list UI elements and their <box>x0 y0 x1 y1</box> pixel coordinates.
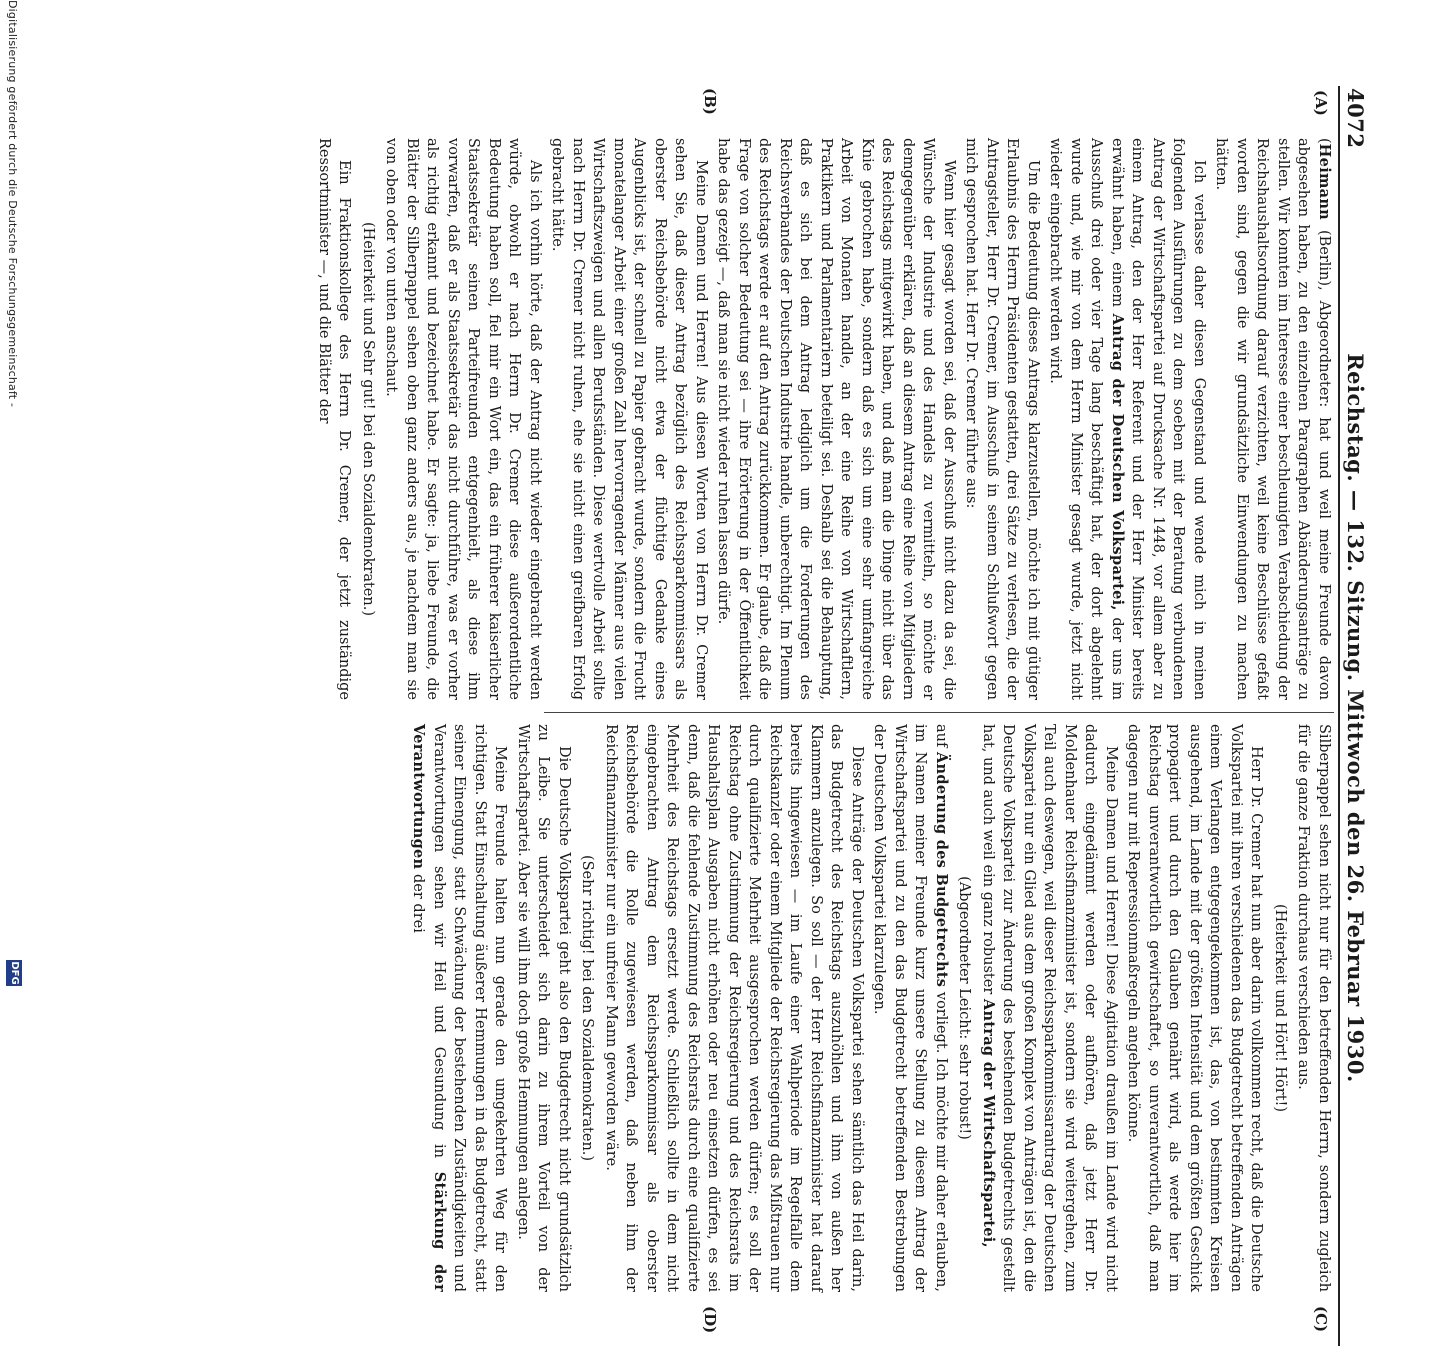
speaker-name: Heimann <box>1316 143 1333 221</box>
page-number: 4072 <box>1343 88 1368 149</box>
margin-marker-b: (B) <box>701 88 719 115</box>
paragraph <box>869 724 951 1292</box>
paragraph: Ein Fraktionskollege des Herrn Dr. Cremer, der jetzt zuständige Ressortminister —, und die Blätter der <box>316 138 353 700</box>
paragraph-text: Ich verlasse daher diesen Gegenstand und wende mich in meinen folgenden Ausführungen zu dem soeben mit der Beratung verbundenen Antrag der Wirtschaftspartei auf Drucksache Nr. 1448, vor allem aber zu einem Antrag, den der Herr Referent und der Herr Minister bereits erwähnt haben, einem <box>1109 138 1207 700</box>
page-header <box>1338 88 1372 1348</box>
paragraph: Als ich vorhin hörte, daß der Antrag nicht wieder eingebracht werden würde, obwohl er nach Herrn Dr. Cremer diese außerordentliche Bedeutung haben soll, fiel mir ein Wort ein, das ein früherer kaiserlicher Staatssekretär seinen Parteifreunden entgegenhielt, als diese ihm vorwarfen, daß er als Staatssekretär das nicht durchführe, was er vorher als richtig erkannt und bezeichnet habe. Er sagte: ja, liebe Freunde, die Blätter der Silberpappel sehen oben ganz anders aus, je nachdem man sie von oben oder von unten anschaut. <box>383 138 543 700</box>
interjection: (Sehr richtig! bei den Sozialdemokraten.) <box>579 854 596 1162</box>
paragraph-text: (Berlin), Abgeordneter: hat und weil meine Freunde davon abgesehen haben, zu den einzelnen Paragraphen Abänderungsanträge zu stellen. Wir konnten im Interesse einer beschleunigten Verabschiedung der Reichshaushaltsordnung darauf verzichten, weil keine Beschlüsse gefaßt worden sind, gegen die wir grundsätzliche Einwendungen zu machen hätten. <box>1213 138 1332 700</box>
paragraph: Um die Bedeutung dieses Antrags klarzustellen, möchte ich mit gütiger Erlaubnis des Herrn Präsidenten gestatten, drei Sätze zu verlesen, die der Antragsteller, Herr Dr. Cremer, im Ausschuß in seinem Schlußwort gegen mich gesprochen hat. Herr Dr. Cremer führte aus: <box>963 138 1041 700</box>
paragraph: (Heimann (Berlin), Abgeordneter: hat und weil meine Freunde davon abgesehen haben, zu den einzelnen Paragraphen Abänderungsanträge zu stellen. Wir konnten im Interesse einer beschleunigten Verabschiedung der Reichshaushaltsordnung darauf verzichten, weil keine Beschlüsse gefaßt worden sind, gegen die wir grundsätzliche Einwendungen zu machen hätten. <box>1213 138 1333 700</box>
paragraph-text: Meine Damen und Herren! Diese Agitation draußen im Lande wird nicht dadurch eingedämmt werden oder aufhören, daß jetzt Herr Dr. Moldenhauer Reichsfinanzminister ist, sondern sie wird weitergehen, zum Teil auch deswegen, weil dieser Reichssparkommissarantrag der Deutschen Volkspartei nur ein Glied aus dem großen Komplex von Anträgen ist, den die Deutsche Volkspartei zur Änderung des bestehenden Budgetrechts gestellt hat, und auch weil ein ganz robuster <box>980 724 1119 1292</box>
left-column <box>316 138 1334 700</box>
paragraph-text: der uns im Ausschuß drei oder vier Tage lang beschäftigt hat, der dort abgelehnt wurde und, wie mir von dem Herrn Minister gesagt wurde, jetzt nicht wieder eingebracht werden wird. <box>1047 138 1125 700</box>
margin-marker-a: (A) <box>1312 90 1330 116</box>
paragraph: Diese Anträge der Deutschen Volkspartei sehen sämtlich das Heil darin, das Budgetrecht des Reichstags auszuhöhlen und ihm von außen her Klammern anzulegen. So soll — der Herr Reichsfinanzminister hat darauf bereits hingewiesen — im Laufe einer Wahlperiode im Regelfalle dem Reichskanzler oder einem Mitgliede der Reichsregierung das Mißtrauen nur durch qualifizierte Mehrheit ausgesprochen werden dürfen; es soll der Reichstag ohne Zustimmung der Reichsregierung und des Reichsrats im Haushaltsplan Ausgaben nicht erhöhen oder neu einsetzen dürfen, es sei denn, daß die fehlende Zustimmung des Reichsrats durch eine qualifizierte Mehrheit des Reichstags ersetzt werde. Schließlich sollte in dem nicht eingebrachten Antrag dem Reichssparkommissar als oberster Reichsbehörde die Rolle zugewiesen werden, daß neben ihm der Reichsfinanzminister nur ein unfreier Mann geworden wäre. <box>603 724 865 1292</box>
header-rule <box>1338 86 1340 1346</box>
dfg-logo: DFG <box>6 960 22 986</box>
paragraph-text: der drei <box>410 874 427 933</box>
page-title: Reichstag. — 132. Sitzung. Mittwoch den 26. Februar 1930. <box>1343 353 1368 1083</box>
paragraph-text: vorliegt. Ich möchte mir daher erlauben, im Namen meiner Freunde kurz unsere Stellung zu diesem Antrag der Wirtschaftspartei und zu den das Budgetrecht betreffenden Bestrebungen der Deutschen Volkspartei klarzulegen. <box>871 724 949 1292</box>
paragraph <box>978 724 1122 1292</box>
footer-text: Digitalisierung gefördert durch die Deutsche Forschungsgemeinschaft - <box>6 0 19 408</box>
digitization-footer <box>1 0 31 1000</box>
bold-term: Antrag der Deutschen Volkspartei, <box>1109 313 1126 611</box>
paragraph-text: auf <box>933 724 949 748</box>
bold-term: Stärkung der Verantwortungen <box>410 724 448 1293</box>
right-column <box>410 724 1334 1293</box>
bold-term: Änderung des Budgetrechts <box>933 751 950 988</box>
column-divider <box>544 712 1334 713</box>
paragraph: Herr Dr. Cremer hat nun aber darin vollkommen recht, daß die Deutsche Volkspartei mit ihren verschiedenen das Budgetrecht betreffenden Anträgen einem Verlangen entgegengekommen ist, das, von bestimmten Kreisen ausgehend, im Lande mit der größten Intensität und dem größten Geschick propagiert und durch den Glauben genährt wird, als werde hier im Reichstag unverantwortlich gewirtschaftet, so unverantwortlich, daß man dagegen nur mit Reperessionmaßregeln angehen könne. <box>1125 724 1265 1292</box>
interjection: (Heiterkeit und Sehr gut! bei den Sozialdemokraten.) <box>360 221 376 616</box>
paragraph <box>1045 138 1209 700</box>
margin-marker-d: (D) <box>701 1306 719 1334</box>
paragraph: Meine Damen und Herren! Aus diesen Worten von Herrn Dr. Cremer sehen Sie, daß dieser Antrag bezüglich des Reichssparkommissars als oberster Reichsbehörde nicht etwa der flüchtige Gedanke eines Augenblicks ist, der schnell zu Papier gebracht wurde, sondern die Frucht monatelanger Arbeit einer großen Zahl hervorragender Männer aus vielen Wirtschaftszweigen und allen Berufsständen. Diese wertvolle Arbeit sollte nach Herrn Dr. Cremer nicht ruhen, ehe sie nicht einen greifbaren Erfolg gebracht hätte. <box>549 138 709 700</box>
paragraph <box>408 724 511 1292</box>
margin-marker-c: (C) <box>1312 1306 1330 1333</box>
bold-term: Antrag der Wirtschaftspartei, <box>980 998 997 1248</box>
interjection: (Heiterkeit und Hört! Hört!) <box>1272 903 1288 1113</box>
paragraph: Silberpappel sehen nicht nur für den betreffenden Herrn, sondern zugleich für die ganze Fraktion durchaus verschieden aus. <box>1295 724 1332 1292</box>
quoted-paragraph: Wenn hier gesagt worden sei, daß der Ausschuß nicht dazu da sei, die Wünsche der Industrie und des Handels zu vermitteln, so möchte er demgegenüber erklären, daß an diesem Antrag eine Reihe von Mitgliedern des Reichstags mitgewirkt haben, und daß man die Dinge nicht über das Knie gebrochen habe, sondern daß es sich um eine sehr umfangreiche Arbeit von Monaten handle, an der eine Reihe von Wirtschaftlern, Praktikern und Parlamentariern beteiligt sei. Deshalb sei die Behauptung, daß es sich bei dem Antrag lediglich um die Forderungen des Reichsverbandes der Deutschen Industrie handle, unberechtigt. Im Plenum des Reichstags werde er auf den Antrag zurückkommen. Er glaube, daß die Frage von solcher Bedeutung sei — ihre Erörterung in der Öffentlichkeit habe das gezeigt —, daß man sie nicht wieder ruhen lassen dürfe. <box>715 138 957 700</box>
paragraph: Die Deutsche Volkspartei geht also den Budgetrecht nicht grundsätzlich zu Leibe. Sie unterscheidet sich darin zu ihrem Vorteil von der Wirtschaftspartei. Aber sie will ihm doch große Hemmungen anlegen. <box>515 724 572 1292</box>
paragraph-text: Meine Freunde halten nun gerade den umgekehrten Weg für den richtigen. Statt Einschaltung äußerer Hemmungen in das Budgetrecht, statt seiner Einengung, statt Schwächung der bestehenden Zuständigkeiten und Verantwortungen sehen wir Heil und Gesundung in <box>431 724 509 1292</box>
interjection: (Abgeordneter Leicht: sehr robust!) <box>956 876 973 1140</box>
